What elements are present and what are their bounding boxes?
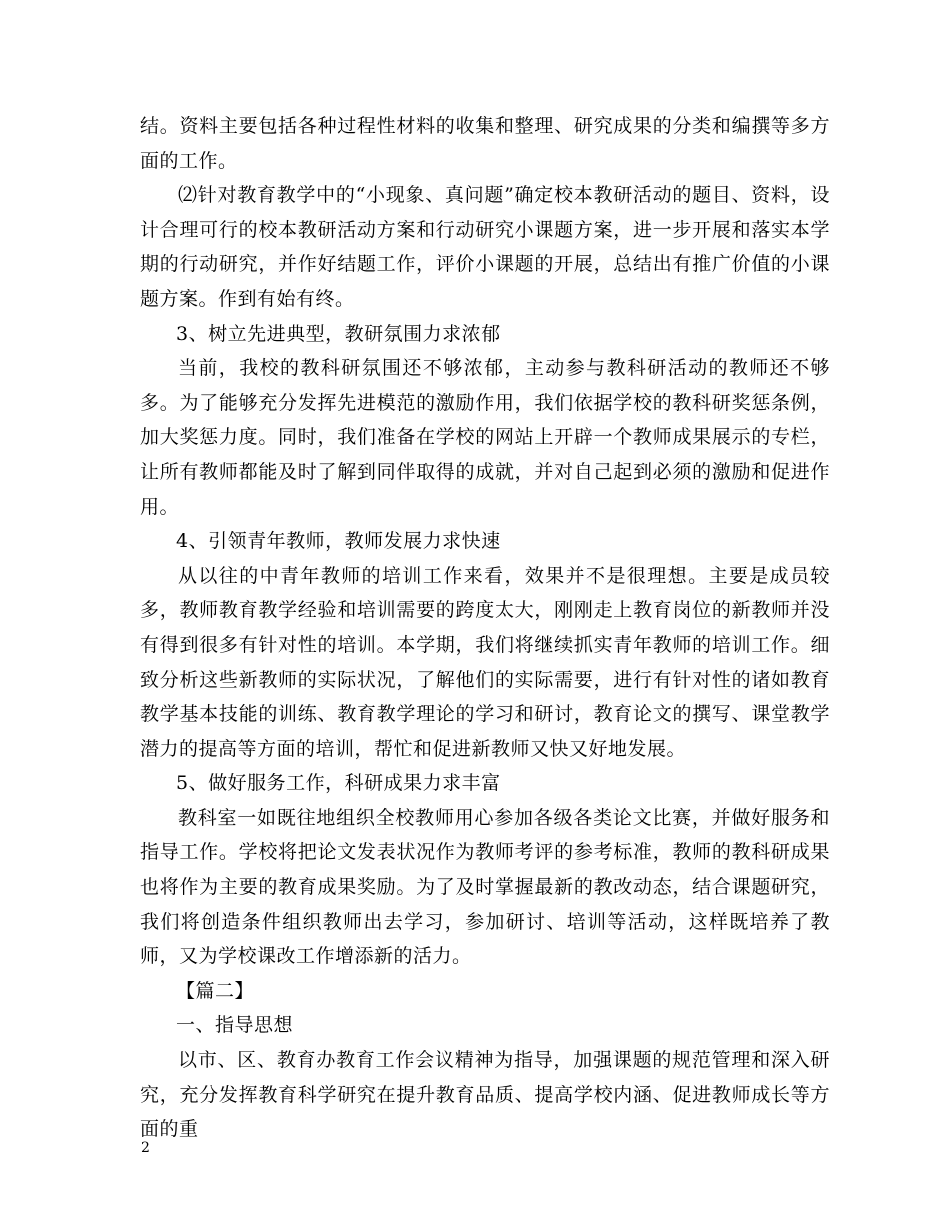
section-heading-4: 4、引领青年教师，教师发展力求快速 — [176, 530, 501, 553]
chapter-heading-part-two: 【篇二】 — [176, 979, 255, 1002]
paragraph-guiding-ideology: 以市、区、教育办教育工作会议精神为指导，加强课题的规范管理和深入研究，充分发挥教育科学研究在提升教育品质、提高学校内涵、促进教师成长等方面的重 — [140, 1049, 830, 1141]
paragraph-continuation: 结。资料主要包括各种过程性材料的收集和整理、研究成果的分类和编撰等多方面的工作。 — [140, 115, 830, 172]
paragraph-young-teachers: 从以往的中青年教师的培训工作来看，效果并不是很理想。主要是成员较多，教师教育教学经验和培训需要的跨度太大，刚刚走上教育岗位的新教师并没有得到很多有针对性的培训。本学期，我们将继续抓实青年教师的培训工作。细致分析这些新教师的实际状况，了解他们的实际需要，进行有针对性的诸如教育教学基本技能的训练、教育教学理论的学习和研讨，教育论文的撰写、课堂教学潜力的提高等方面的培训，帮忙和促进新教师又快又好地发展。 — [140, 564, 830, 760]
section-heading-5: 5、做好服务工作，科研成果力求丰富 — [176, 772, 501, 795]
section-heading-guiding-ideology: 一、指导思想 — [176, 1014, 294, 1037]
paragraph-research-atmosphere: 当前，我校的教科研氛围还不够浓郁，主动参与教科研活动的教师还不够多。为了能够充分发挥先进模范的激励作用，我们依据学校的教科研奖惩条例，加大奖惩力度。同时，我们准备在学校的网站上开辟一个教师成果展示的专栏，让所有教师都能及时了解到同伴取得的成就，并对自己起到必须的激励和促进作用。 — [140, 357, 830, 518]
paragraph-small-topics: ⑵针对教育教学中的“小现象、真问题”确定校本教研活动的题目、资料，设计合理可行的校本教研活动方案和行动研究小课题方案，进一步开展和落实本学期的行动研究，并作好结题工作，评价小课题的开展，总结出有推广价值的小课题方案。作到有始有终。 — [140, 184, 830, 310]
page-number: 2 — [141, 1140, 150, 1156]
section-heading-3: 3、树立先进典型，教研氛围力求浓郁 — [176, 322, 501, 345]
document-body — [140, 109, 830, 1147]
paragraph-service-work: 教科室一如既往地组织全校教师用心参加各级各类论文比赛，并做好服务和指导工作。学校将把论文发表状况作为教师考评的参考标准，教师的教科研成果也将作为主要的教育成果奖励。为了及时掌握最新的教改动态，结合课题研究，我们将创造条件组织教师出去学习，参加研讨、培训等活动，这样既培养了教师，又为学校课改工作增添新的活力。 — [140, 806, 830, 968]
